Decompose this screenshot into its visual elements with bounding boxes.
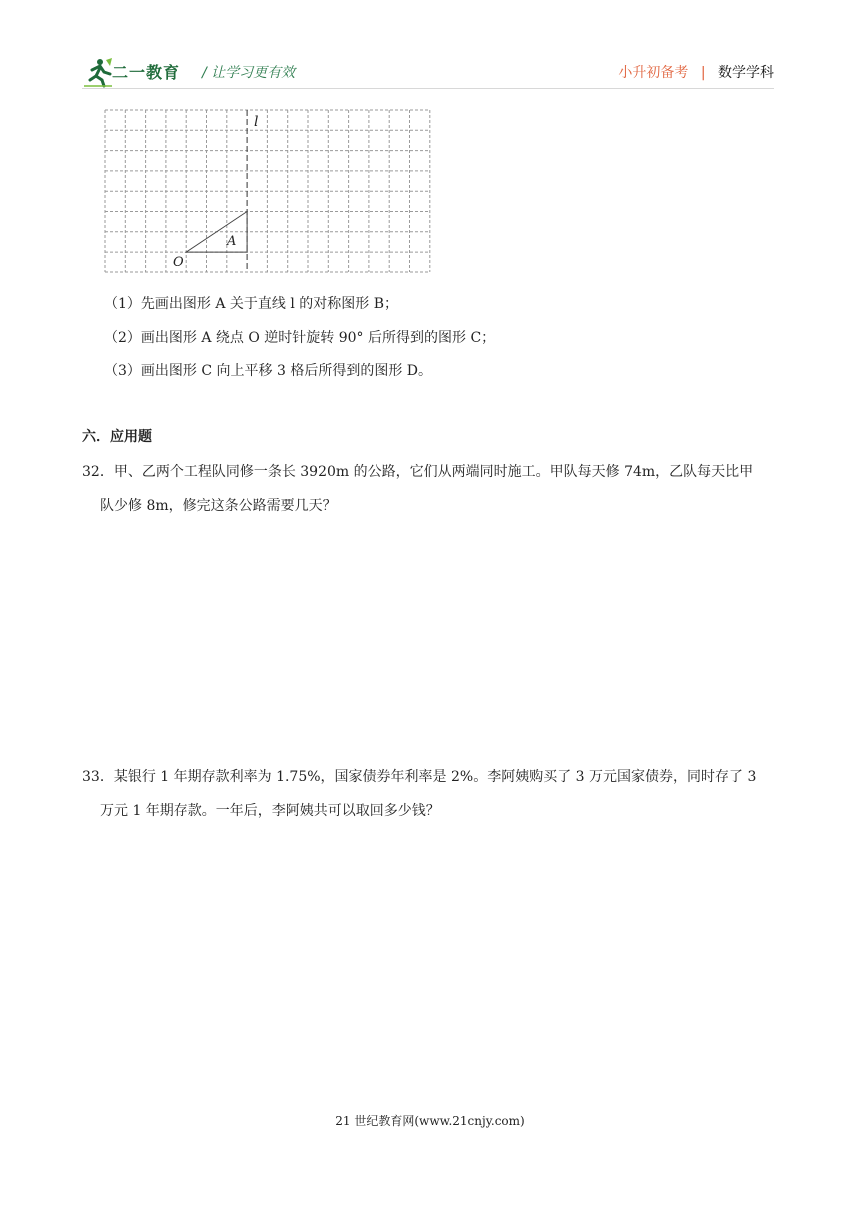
header-divider xyxy=(82,88,774,89)
header-right xyxy=(618,62,774,82)
runner-logo-icon xyxy=(82,56,114,88)
logo xyxy=(82,56,194,88)
line-label-l: l xyxy=(254,114,259,130)
grid-lines xyxy=(105,110,430,272)
q33-line1: 33．某银行 1 年期存款利率为 1.75%，国家债券年利率是 2%。李阿姨购买了 3 万元国家债券，同时存了 3 xyxy=(82,769,757,785)
grid-diagram xyxy=(100,106,435,278)
subject-label: 数学学科 xyxy=(718,65,774,81)
q31-part2: （2）画出图形 A 绕点 O 逆时针旋转 90° 后所得到的图形 C； xyxy=(104,330,496,346)
q31-part1: （1）先画出图形 A 关于直线 l 的对称图形 B； xyxy=(104,296,399,312)
page-footer: 21 世纪教育网(www.21cnjy.com) xyxy=(335,1114,525,1128)
header-separator: | xyxy=(700,65,706,81)
slogan: / 让学习更有效 xyxy=(202,65,296,81)
section-title: 六．应用题 xyxy=(82,429,152,445)
brand-name: 二一教育 xyxy=(112,63,181,82)
q31-part3: （3）画出图形 C 向上平移 3 格后所得到的图形 D。 xyxy=(104,363,433,379)
exam-label: 小升初备考 xyxy=(618,65,689,81)
point-label-o: O xyxy=(173,255,184,270)
grid-figure xyxy=(100,106,435,278)
q32-line1: 32．甲、乙两个工程队同修一条长 3920m 的公路，它们从两端同时施工。甲队每天修 74m，乙队每天比甲 xyxy=(82,464,754,480)
q32-line2: 队少修 8m，修完这条公路需要几天？ xyxy=(100,498,337,514)
q33-line2: 万元 1 年期存款。一年后，李阿姨共可以取回多少钱？ xyxy=(100,803,440,819)
page-header xyxy=(82,56,774,90)
shape-label-a: A xyxy=(227,234,237,249)
